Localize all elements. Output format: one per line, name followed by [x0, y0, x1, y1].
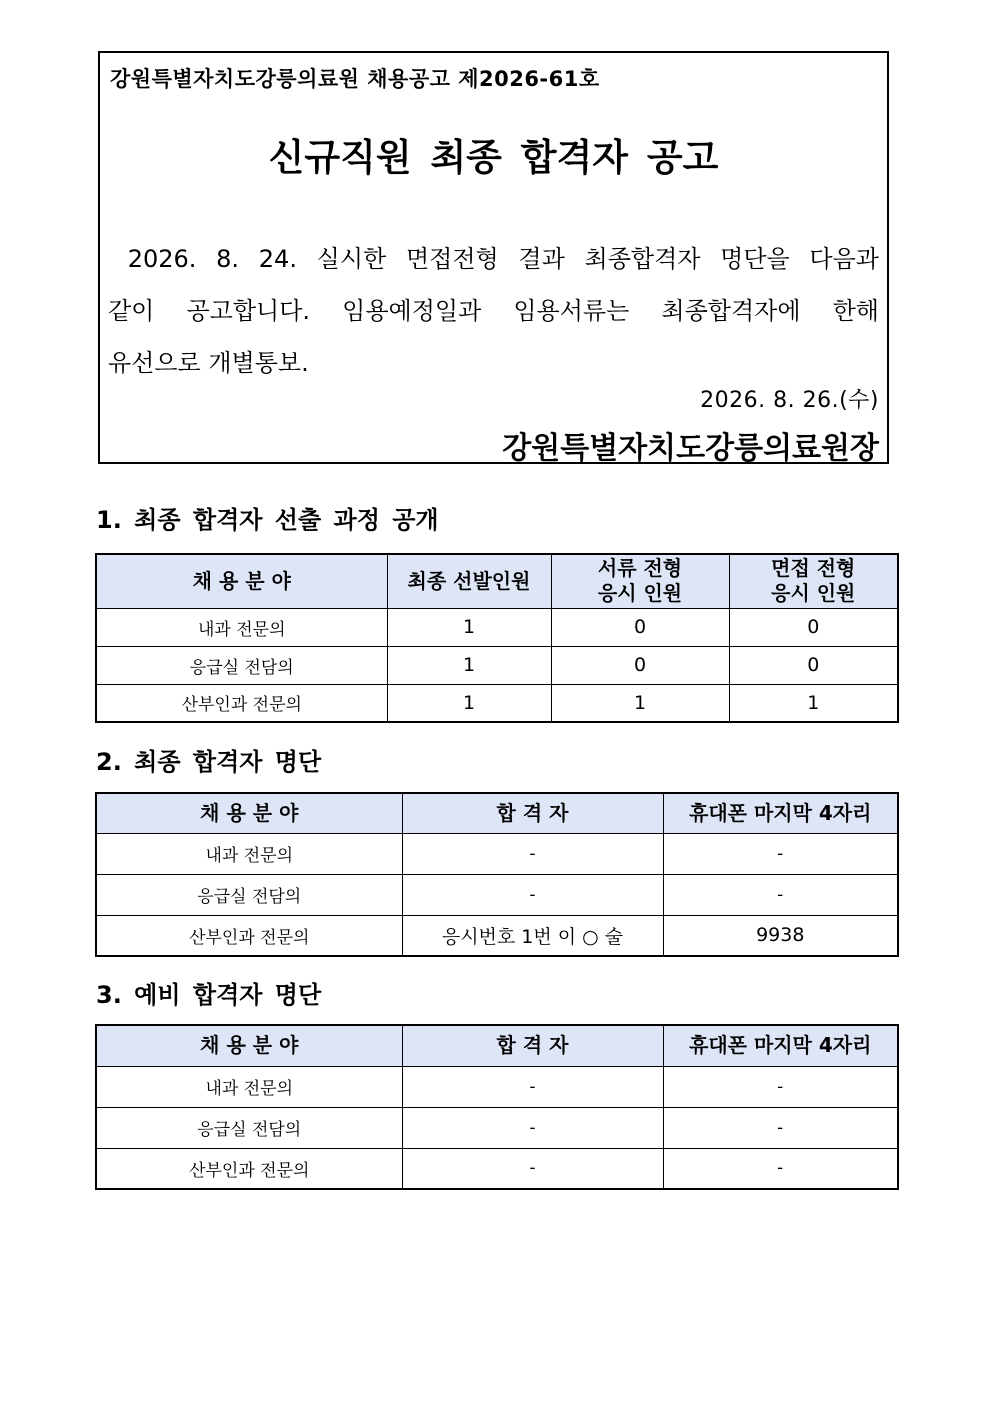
table-header-cell: 최종 선발인원 [387, 554, 551, 608]
table-cell: 산부인과 전문의 [96, 915, 402, 956]
table-header-cell: 휴대폰 마지막 4자리 [663, 793, 898, 833]
table-cell: 내과 전문의 [96, 608, 387, 646]
table-cell: - [402, 1148, 663, 1189]
table-header-cell: 합 격 자 [402, 1025, 663, 1066]
table-cell: 9938 [663, 915, 898, 956]
table-header-cell: 채 용 분 야 [96, 793, 402, 833]
table-cell: - [663, 874, 898, 915]
table-cell: 응급실 전담의 [96, 646, 387, 684]
table-header-cell: 휴대폰 마지막 4자리 [663, 1025, 898, 1066]
table-cell: 0 [729, 608, 898, 646]
notice-number: 강원특별자치도강릉의료원 채용공고 제2026-61호 [110, 67, 600, 91]
table-cell: 1 [387, 684, 551, 722]
table-cell: 1 [387, 608, 551, 646]
table-row [96, 684, 898, 722]
table-cell: - [663, 1148, 898, 1189]
notice-body-line: 2026. 8. 24. 실시한 면접전형 결과 최종합격자 명단을 다음과 [108, 245, 879, 273]
table-cell: 내과 전문의 [96, 833, 402, 874]
table-header-row [96, 554, 898, 608]
table-cell: 산부인과 전문의 [96, 684, 387, 722]
table-cell: - [402, 833, 663, 874]
table-cell: 내과 전문의 [96, 1066, 402, 1107]
table-row [96, 915, 898, 956]
notice-body-line: 같이 공고합니다. 임용예정일과 임용서류는 최종합격자에 한해 [108, 297, 879, 325]
selection-process-table [95, 553, 899, 723]
table-row [96, 833, 898, 874]
reserve-passers-table [95, 1024, 899, 1190]
notice-body [108, 233, 879, 389]
table-row [96, 1066, 898, 1107]
table-cell: 1 [551, 684, 729, 722]
section3-heading: 3. 예비 합격자 명단 [96, 981, 322, 1009]
table-cell: - [402, 1066, 663, 1107]
table-cell: 0 [551, 608, 729, 646]
table-cell: 0 [551, 646, 729, 684]
notice-signer: 강원특별자치도강릉의료원장 [502, 431, 879, 466]
table-row [96, 1148, 898, 1189]
section1-heading: 1. 최종 합격자 선출 과정 공개 [96, 506, 439, 534]
table-cell: - [663, 833, 898, 874]
notice-body-line: 유선으로 개별통보. [108, 349, 309, 377]
table-header-row [96, 1025, 898, 1066]
notice-date: 2026. 8. 26.(수) [700, 388, 879, 413]
table-header-cell: 서류 전형 응시 인원 [551, 554, 729, 608]
table-cell: 0 [729, 646, 898, 684]
table-header-cell: 채 용 분 야 [96, 1025, 402, 1066]
table-header-cell: 면접 전형 응시 인원 [729, 554, 898, 608]
table-cell: 응급실 전담의 [96, 874, 402, 915]
table-cell: 응시번호 1번 이 ○ 술 [402, 915, 663, 956]
notice-title: 신규직원 최종 합격자 공고 [268, 136, 719, 179]
table-cell: 산부인과 전문의 [96, 1148, 402, 1189]
table-header-row [96, 793, 898, 833]
table-cell: - [402, 874, 663, 915]
final-passers-table [95, 792, 899, 957]
table-row [96, 874, 898, 915]
table-header-cell: 채 용 분 야 [96, 554, 387, 608]
table-cell: 응급실 전담의 [96, 1107, 402, 1148]
table-header-cell: 합 격 자 [402, 793, 663, 833]
table-cell: 1 [387, 646, 551, 684]
table-cell: - [663, 1066, 898, 1107]
table-cell: 1 [729, 684, 898, 722]
table-row [96, 1107, 898, 1148]
section2-heading: 2. 최종 합격자 명단 [96, 748, 322, 776]
table-row [96, 646, 898, 684]
table-cell: - [663, 1107, 898, 1148]
table-cell: - [402, 1107, 663, 1148]
table-row [96, 608, 898, 646]
notice-box [98, 51, 889, 464]
